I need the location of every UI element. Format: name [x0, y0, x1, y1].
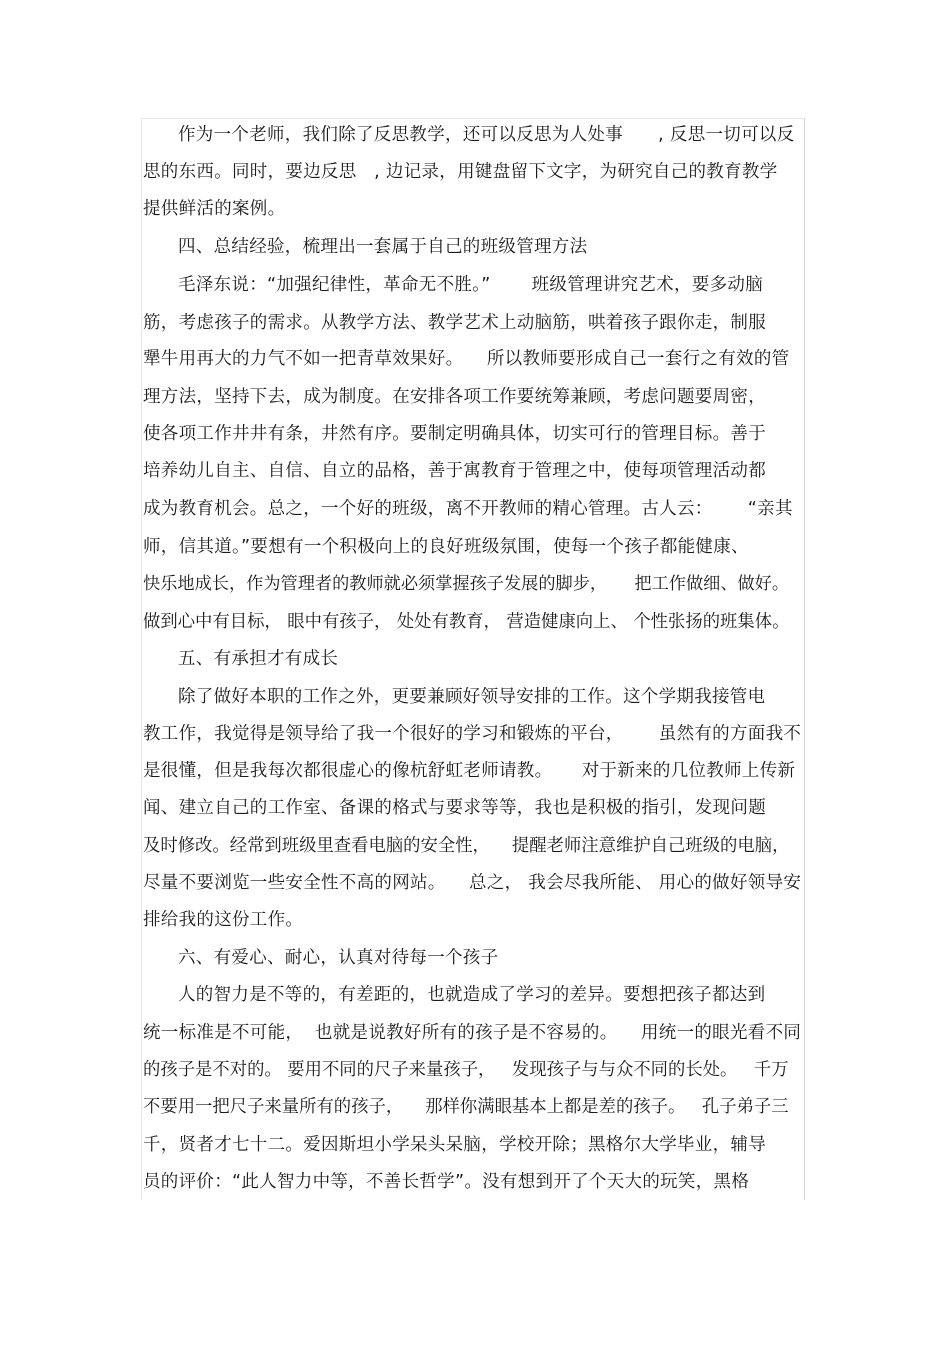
text-line: 五、有承担才有成长 [178, 649, 339, 669]
text-line: 思的东西。同时，要边反思 , 边记录，用键盘留下文字，为研究自己的教育教学 [143, 162, 778, 182]
text-line: 统一标准是不可能， 也就是说教好所有的孩子是不容易的。 用统一的眼光看不同 [143, 1023, 802, 1043]
text-line: 是很懂，但是我每次都很虚心的像杭舒虹老师请教。 对于新来的几位教师上传新 [143, 761, 796, 781]
text-line: 员的评价：“此人智力中等，不善长哲学”。没有想到开了个天大的玩笑，黑格 [143, 1172, 750, 1192]
text-line: 人的智力是不等的，有差距的，也就造成了学习的差异。要想把孩子都达到 [178, 985, 766, 1005]
text-line: 理方法，坚持下去，成为制度。在安排各项工作要统筹兼顾，考虑问题要周密， [143, 387, 766, 407]
text-line: 筋，考虑孩子的需求。从教学方法、教学艺术上动脑筋，哄着孩子跟你走，制服 [143, 313, 766, 333]
text-line: 及时修改。经常到班级里查看电脑的安全性， 提醒老师注意维护自己班级的电脑， [143, 836, 790, 856]
text-line: 不要用一把尺子来量所有的孩子， 那样你满眼基本上都是差的孩子。 孔子弟子三 [143, 1097, 789, 1117]
text-line: 做到心中有目标， 眼中有孩子， 处处有教育， 营造健康向上、 个性张扬的班集体。 [143, 612, 790, 632]
text-line: 师，信其道。”要想有一个积极向上的良好班级氛围，使每一个孩子都能健康、 [143, 537, 749, 557]
text-line: 作为一个老师，我们除了反思教学，还可以反思为人处事 , 反思一切可以反 [178, 125, 795, 145]
text-line: 快乐地成长，作为管理者的教师就必须掌握孩子发展的脚步， 把工作做细、做好。 [143, 574, 790, 594]
text-line: 六、有爱心、耐心，认真对待每一个孩子 [178, 948, 499, 968]
text-line: 培养幼儿自主、自信、自立的品格，善于寓教育于管理之中，使每项管理活动都 [143, 461, 766, 481]
text-line: 成为教育机会。总之，一个好的班级，离不开教师的精心管理。古人云： “亲其 [143, 499, 793, 519]
text-line: 四、总结经验，梳理出一套属于自己的班级管理方法 [178, 237, 588, 257]
text-line: 使各项工作井井有条，井然有序。要制定明确具体，切实可行的管理目标。善于 [143, 424, 766, 444]
text-line: 毛泽东说：“加强纪律性，革命无不胜。” 班级管理讲究艺术，要多动脑 [178, 275, 764, 295]
text-line: 提供鲜活的案例。 [143, 199, 286, 219]
text-line: 教工作，我觉得是领导给了我一个很好的学习和锻炼的平台， 虽然有的方面我不 [143, 724, 802, 744]
text-line: 尽量不要浏览一些安全性不高的网站。 总之， 我会尽我所能、 用心的做好领导安 [143, 873, 802, 893]
text-line: 排给我的这份工作。 [143, 910, 304, 930]
text-line: 闻、建立自己的工作室、备课的格式与要求等等，我也是积极的指引，发现问题 [143, 798, 766, 818]
text-line: 犟牛用再大的力气不如一把青草效果好。 所以教师要形成自己一套行之有效的管 [143, 349, 790, 369]
text-line: 除了做好本职的工作之外，更要兼顾好领导安排的工作。这个学期我接管电 [178, 687, 766, 707]
text-line: 的孩子是不对的。 要用不同的尺子来量孩子， 发现孩子与与众不同的长处。 千万 [143, 1060, 789, 1080]
text-line: 千，贤者才七十二。爱因斯坦小学呆头呆脑，学校开除；黑格尔大学毕业，辅导 [143, 1135, 766, 1155]
